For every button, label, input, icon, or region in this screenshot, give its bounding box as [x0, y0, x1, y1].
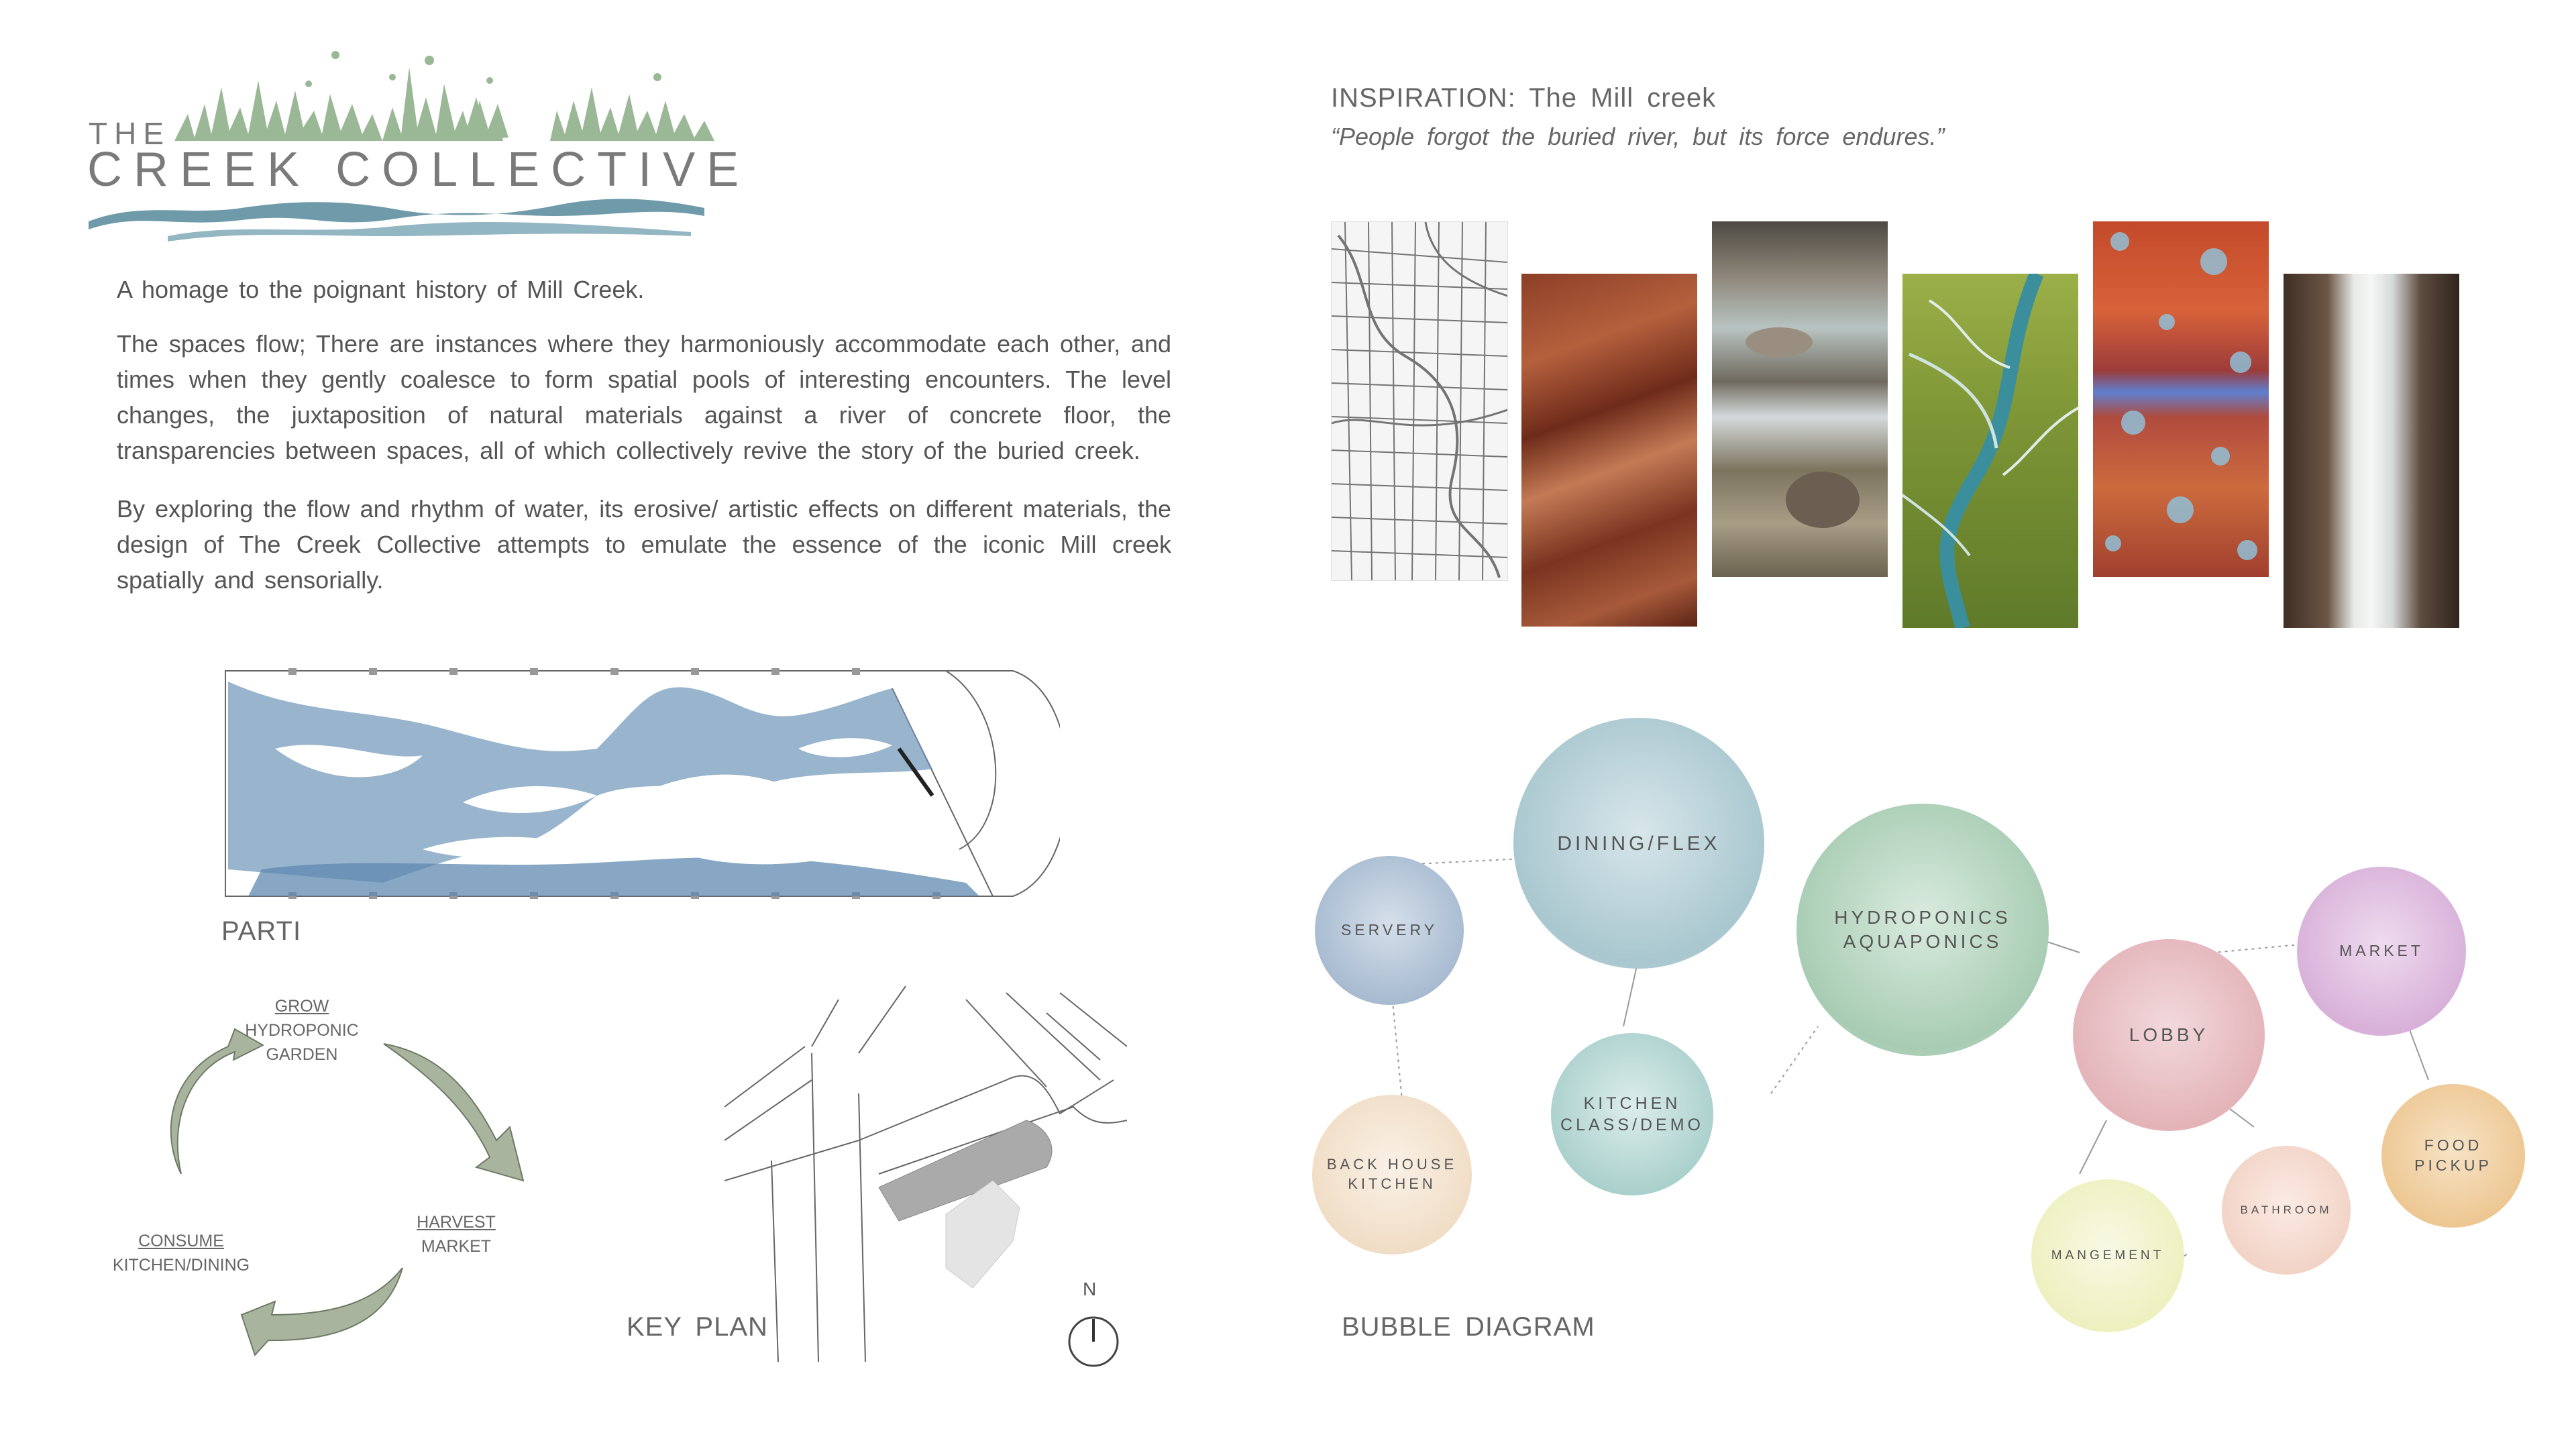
- harvest-title: HARVEST: [417, 1213, 496, 1232]
- cycle-arrows: [121, 1020, 550, 1368]
- bubble-diagram-label: BUBBLE DIAGRAM: [1342, 1312, 1595, 1342]
- bubble-hydroponics: [1796, 804, 2049, 1056]
- bubble-food-pickup: [2381, 1084, 2525, 1228]
- consume-line1: KITCHEN/DINING: [112, 1256, 250, 1275]
- harvest-line1: MARKET: [421, 1237, 492, 1256]
- bubble-mangement-label: MANGEMENT: [2051, 1248, 2165, 1263]
- bubble-lobby: [2073, 939, 2265, 1131]
- consume-arrow-icon: [241, 1268, 402, 1355]
- rust-patches-icon: [2093, 221, 2269, 577]
- green-delta-image: [1902, 274, 2078, 628]
- intro-paragraph-3: By exploring the flow and rhythm of water, its erosive/ artistic effects on different materials, the design of The Creek Collective attempts to emulate the essence of the iconic Mill creek spatially and sensorially.: [117, 495, 1171, 594]
- consume-title: CONSUME: [138, 1232, 224, 1250]
- parti-label: PARTI: [221, 916, 302, 946]
- waterfall-image: [2284, 274, 2459, 628]
- cycle-grow: [221, 994, 382, 1067]
- logo-the: THE: [89, 116, 170, 151]
- bubble-servery: [1315, 856, 1464, 1005]
- inspiration-title: INSPIRATION: The Mill creek: [1331, 83, 1717, 113]
- intro-paragraph-2: The spaces flow; There are instances where they harmoniously accommodate each other, and times when they gently coalesce to form spatial pools of interesting encounters. The level changes, the juxtaposition of natural materials against a river of concrete floor, the transparencies between spaces, all of which collectively revive the story of the buried creek.: [117, 330, 1171, 464]
- water-waves-icon: [87, 40, 731, 241]
- key-plan-label: KEY PLAN: [627, 1312, 768, 1342]
- sandstone-canyon-image: [1521, 274, 1697, 627]
- river-rocks-image: [1712, 221, 1888, 577]
- logo: [87, 40, 751, 241]
- intro-text: [117, 272, 1171, 621]
- cycle-consume: [101, 1229, 262, 1277]
- bubble-backhouse-label: BACK HOUSE KITCHEN: [1326, 1156, 1458, 1192]
- bubble-lobby-label: LOBBY: [2129, 1024, 2209, 1045]
- rock-icon: [1712, 221, 1888, 577]
- logo-name: CREEK COLLECTIVE: [87, 143, 751, 197]
- north-label: N: [1083, 1279, 1097, 1299]
- intro-paragraph-1: A homage to the poignant history of Mill Creek.: [117, 276, 645, 303]
- bubble-market-label: MARKET: [2339, 942, 2424, 960]
- rusted-metal-image: [2093, 221, 2269, 577]
- bubble-kitchen: [1551, 1033, 1713, 1195]
- delta-channels-icon: [1902, 274, 2078, 628]
- key-plan-map: [724, 986, 1127, 1362]
- bubble-mangement: [2031, 1179, 2184, 1332]
- bubble-hydroponics-label: HYDROPONICS AQUAPONICS: [1834, 906, 2011, 952]
- grow-title: GROW: [274, 997, 329, 1016]
- bubble-food-pickup-label: FOOD PICKUP: [2414, 1136, 2492, 1174]
- parti-diagram: [221, 668, 1060, 900]
- bubble-backhouse: [1312, 1095, 1472, 1254]
- bubble-servery-label: SERVERY: [1340, 921, 1438, 939]
- street-map-image: [1331, 221, 1508, 581]
- inspiration-quote: “People forgot the buried river, but its force endures.”: [1331, 123, 1945, 150]
- north-arrow-icon: [1067, 1315, 1120, 1368]
- bubble-bathroom-label: BATHROOM: [2240, 1203, 2332, 1216]
- grow-line2: GARDEN: [266, 1045, 338, 1064]
- bubble-dining: [1513, 718, 1764, 969]
- bubble-market: [2297, 867, 2466, 1036]
- harvest-arrow-icon: [384, 1044, 523, 1181]
- bubble-kitchen-label: KITCHEN CLASS/DEMO: [1560, 1093, 1704, 1134]
- street-map-icon: [1332, 222, 1507, 580]
- bubble-bathroom: [2222, 1146, 2351, 1275]
- cycle-harvest: [382, 1210, 530, 1258]
- grow-line1: HYDROPONIC: [245, 1021, 359, 1040]
- bubble-dining-label: DINING/FLEX: [1557, 832, 1721, 855]
